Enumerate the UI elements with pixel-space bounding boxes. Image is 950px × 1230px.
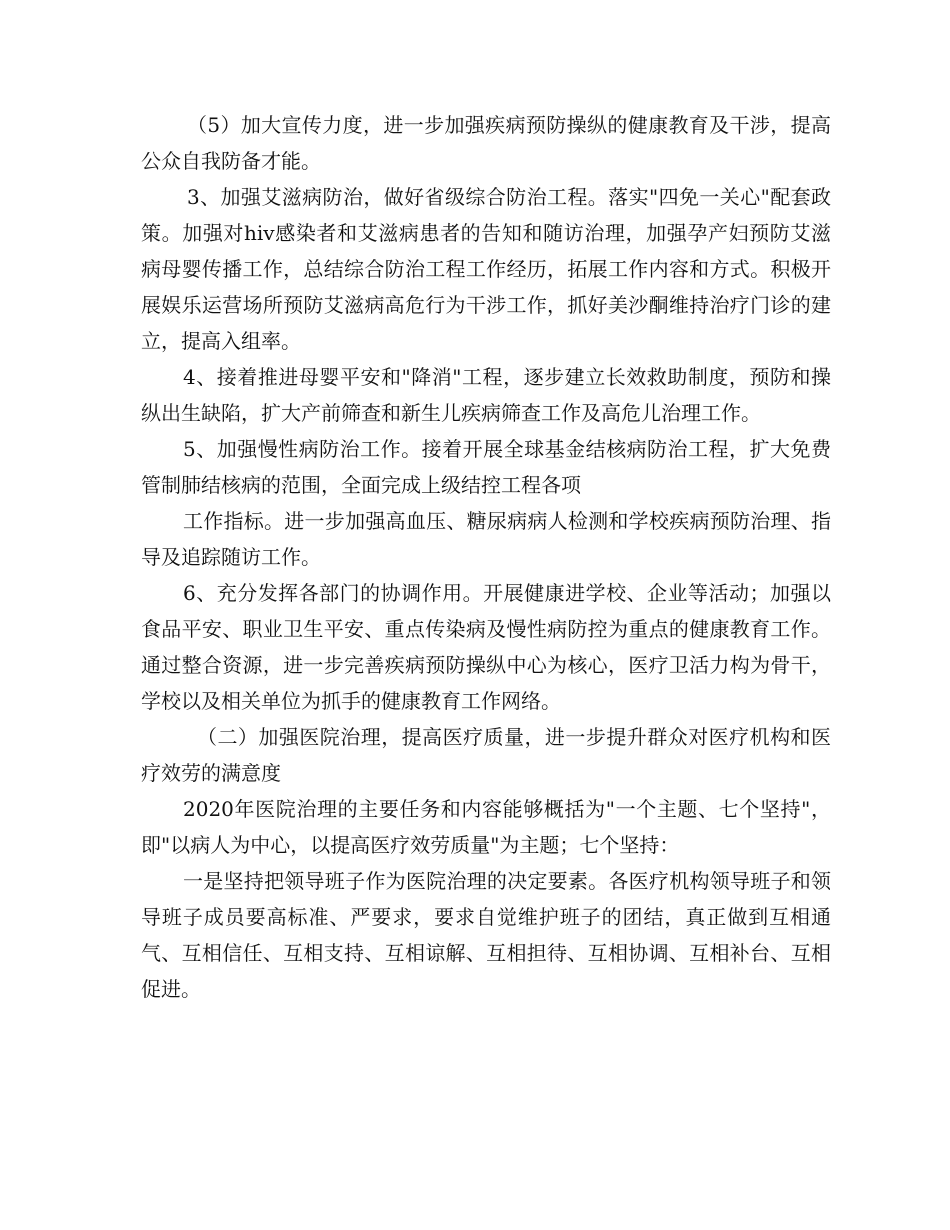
- paragraph-9: 一是坚持把领导班子作为医院治理的决定要素。各医疗机构领导班子和领导班子成员要高标准、严要求，要求自觉维护班子的团结，真正做到互相通气、互相信任、互相支持、互相谅解、互相担待、互相协调、互相补台、互相促进。: [141, 869, 831, 1001]
- paragraph-3: 4、接着推进母婴平安和"降消"工程，逐步建立长效救助制度，预防和操纵出生缺陷，扩大产前筛查和新生儿疾病筛查工作及高危儿治理工作。: [141, 365, 831, 425]
- paragraph-2: 3、加强艾滋病防治，做好省级综合防治工程。落实"四免一关心"配套政策。加强对hiv感染者和艾滋病患者的告知和随访治理，加强孕产妇预防艾滋病母婴传播工作，总结综合防治工程工作经历，拓展工作内容和方式。积极开展娱乐运营场所预防艾滋病高危行为干涉工作，抓好美沙酮维持治疗门诊的建立，提高入组率。: [141, 185, 831, 353]
- paragraph-4: 5、加强慢性病防治工作。接着开展全球基金结核病防治工程，扩大免费管制肺结核病的范围，全面完成上级结控工程各项: [141, 437, 831, 497]
- paragraph-7: （二）加强医院治理，提高医疗质量，进一步提升群众对医疗机构和医疗效劳的满意度: [141, 725, 831, 785]
- paragraph-8: 2020年医院治理的主要任务和内容能够概括为"一个主题、七个坚持"，即"以病人为中心，以提高医疗效劳质量"为主题；七个坚持：: [141, 797, 831, 857]
- paragraph-1: （5）加大宣传力度，进一步加强疾病预防操纵的健康教育及干涉，提高公众自我防备才能。: [141, 113, 831, 173]
- document-body: [141, 107, 831, 1007]
- paragraph-6: 6、充分发挥各部门的协调作用。开展健康进学校、企业等活动；加强以食品平安、职业卫生平安、重点传染病及慢性病防控为重点的健康教育工作。通过整合资源，进一步完善疾病预防操纵中心为核心，医疗卫活力构为骨干，学校以及相关单位为抓手的健康教育工作网络。: [141, 581, 831, 713]
- paragraph-5: 工作指标。进一步加强高血压、糖尿病病人检测和学校疾病预防治理、指导及追踪随访工作。: [141, 509, 831, 569]
